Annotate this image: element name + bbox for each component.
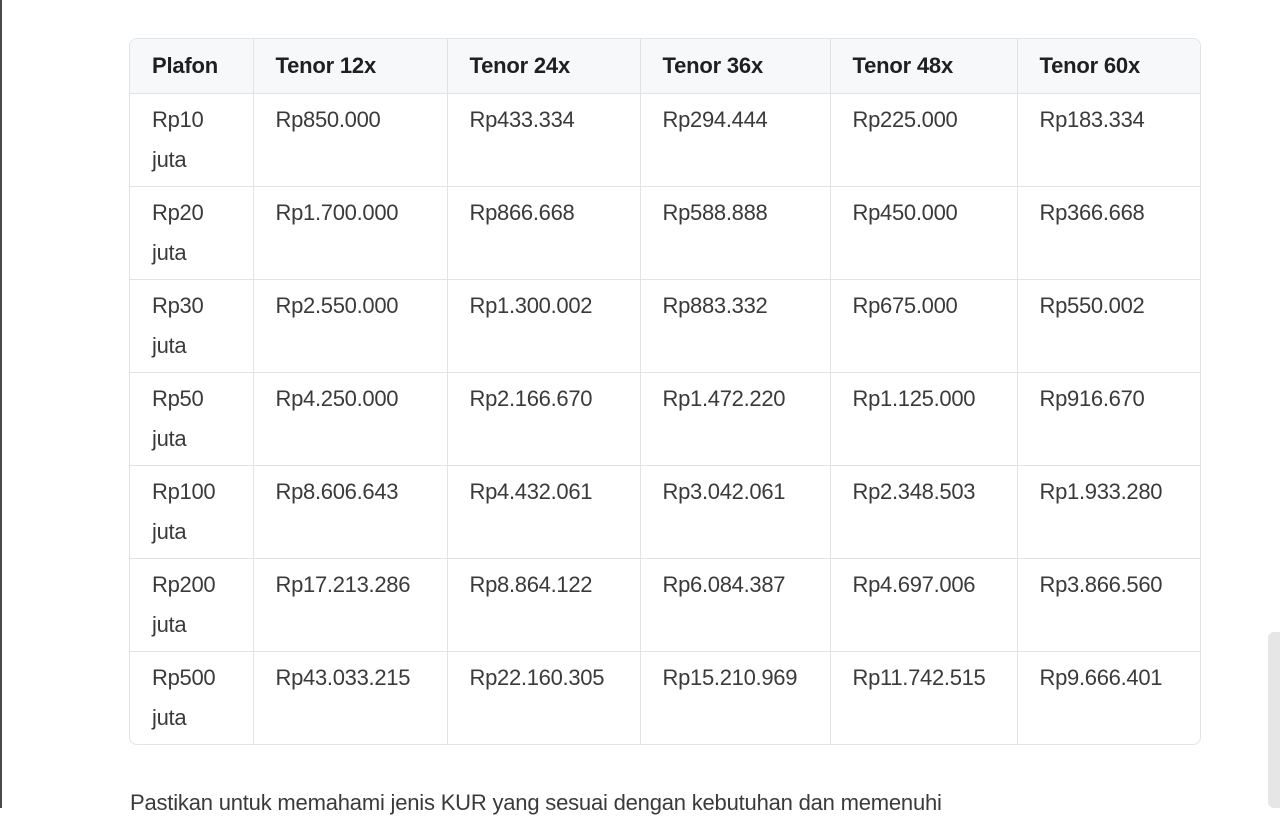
table-cell (447, 465, 640, 558)
table-cell (253, 465, 447, 558)
table-cell (253, 279, 447, 372)
table-cell (830, 186, 1017, 279)
table-cell (447, 372, 640, 465)
table-row (130, 372, 1201, 465)
cell-value: Rp50 juta (152, 385, 204, 451)
cell-value: Rp500 juta (152, 664, 216, 730)
cell-value: Rp916.670 (1039, 385, 1145, 411)
cell-value: Rp225.000 (852, 106, 958, 132)
table-row (130, 93, 1201, 186)
table-cell (640, 465, 830, 558)
table-cell (640, 279, 830, 372)
cell-value: Rp1.125.000 (852, 385, 976, 411)
table-cell (253, 558, 447, 651)
cell-value: Rp6.084.387 (662, 571, 786, 597)
cell-value: Rp200 juta (152, 571, 216, 637)
table-row (130, 186, 1201, 279)
table-cell (640, 93, 830, 186)
cell-value: Rp183.334 (1039, 106, 1145, 132)
table-cell (830, 651, 1017, 744)
table-cell-plafon (130, 372, 253, 465)
header-cell-tenor-48x: Tenor 48x (830, 39, 1017, 93)
table-row (130, 651, 1201, 744)
table-cell (253, 93, 447, 186)
table-cell (640, 186, 830, 279)
table-row (130, 465, 1201, 558)
table-cell (830, 558, 1017, 651)
cell-value: Rp1.700.000 (275, 199, 399, 225)
table-body (130, 93, 1201, 744)
cell-value: Rp1.472.220 (662, 385, 786, 411)
table-cell (1017, 558, 1201, 651)
cell-value: Rp433.334 (469, 106, 575, 132)
cell-value: Rp550.002 (1039, 292, 1145, 318)
table-cell (640, 558, 830, 651)
table-cell-plafon (130, 558, 253, 651)
cell-value: Rp4.697.006 (852, 571, 976, 597)
cell-value: Rp588.888 (662, 199, 768, 225)
table-cell (1017, 372, 1201, 465)
scrollbar-thumb[interactable] (1268, 632, 1280, 808)
header-cell-tenor-36x: Tenor 36x (640, 39, 830, 93)
cell-value: Rp11.742.515 (852, 664, 986, 690)
table-cell (253, 651, 447, 744)
left-window-border (0, 0, 2, 808)
paragraph-text: Pastikan untuk memahami jenis KUR yang sesuai dengan kebutuhan dan memenuhi (130, 790, 942, 815)
table-cell (447, 651, 640, 744)
installment-table-container (129, 38, 1201, 745)
table-cell (1017, 465, 1201, 558)
table-row (130, 558, 1201, 651)
cell-value: Rp10 juta (152, 106, 204, 172)
table-cell (1017, 93, 1201, 186)
table-cell (447, 279, 640, 372)
cell-value: Rp1.300.002 (469, 292, 593, 318)
table-cell (830, 465, 1017, 558)
cell-value: Rp30 juta (152, 292, 204, 358)
table-cell (447, 186, 640, 279)
cell-value: Rp2.166.670 (469, 385, 593, 411)
table-cell (830, 93, 1017, 186)
table-cell (830, 372, 1017, 465)
cell-value: Rp8.864.122 (469, 571, 593, 597)
cell-value: Rp366.668 (1039, 199, 1145, 225)
header-cell-tenor-24x: Tenor 24x (447, 39, 640, 93)
cell-value: Rp17.213.286 (275, 571, 411, 597)
cell-value: Rp883.332 (662, 292, 768, 318)
header-row (130, 39, 1201, 93)
table-cell (830, 279, 1017, 372)
table-header (130, 39, 1201, 93)
table-row (130, 279, 1201, 372)
table-cell-plafon (130, 186, 253, 279)
cell-value: Rp4.432.061 (469, 478, 593, 504)
cell-value: Rp2.348.503 (852, 478, 976, 504)
table-cell (640, 651, 830, 744)
cell-value: Rp850.000 (275, 106, 381, 132)
header-cell-tenor-12x: Tenor 12x (253, 39, 447, 93)
cell-value: Rp675.000 (852, 292, 958, 318)
table-cell (1017, 279, 1201, 372)
cell-value: Rp9.666.401 (1039, 664, 1163, 690)
cell-value: Rp15.210.969 (662, 664, 798, 690)
table-cell (253, 372, 447, 465)
table-cell (253, 186, 447, 279)
cell-value: Rp100 juta (152, 478, 216, 544)
header-cell-tenor-60x: Tenor 60x (1017, 39, 1201, 93)
cell-value: Rp20 juta (152, 199, 204, 265)
cell-value: Rp22.160.305 (469, 664, 605, 690)
cell-value: Rp1.933.280 (1039, 478, 1163, 504)
cell-value: Rp43.033.215 (275, 664, 411, 690)
table-cell-plafon (130, 651, 253, 744)
cell-value: Rp294.444 (662, 106, 768, 132)
table-cell (1017, 186, 1201, 279)
table-cell (447, 558, 640, 651)
header-cell-plafon: Plafon (130, 39, 253, 93)
table-cell-plafon (130, 93, 253, 186)
cell-value: Rp3.866.560 (1039, 571, 1163, 597)
table-cell-plafon (130, 465, 253, 558)
cell-value: Rp4.250.000 (275, 385, 399, 411)
cell-value: Rp866.668 (469, 199, 575, 225)
installment-table (130, 39, 1201, 744)
table-cell (640, 372, 830, 465)
table-cell (1017, 651, 1201, 744)
table-cell (447, 93, 640, 186)
table-cell-plafon (130, 279, 253, 372)
cell-value: Rp450.000 (852, 199, 958, 225)
cell-value: Rp8.606.643 (275, 478, 399, 504)
cell-value: Rp2.550.000 (275, 292, 399, 318)
cell-value: Rp3.042.061 (662, 478, 786, 504)
